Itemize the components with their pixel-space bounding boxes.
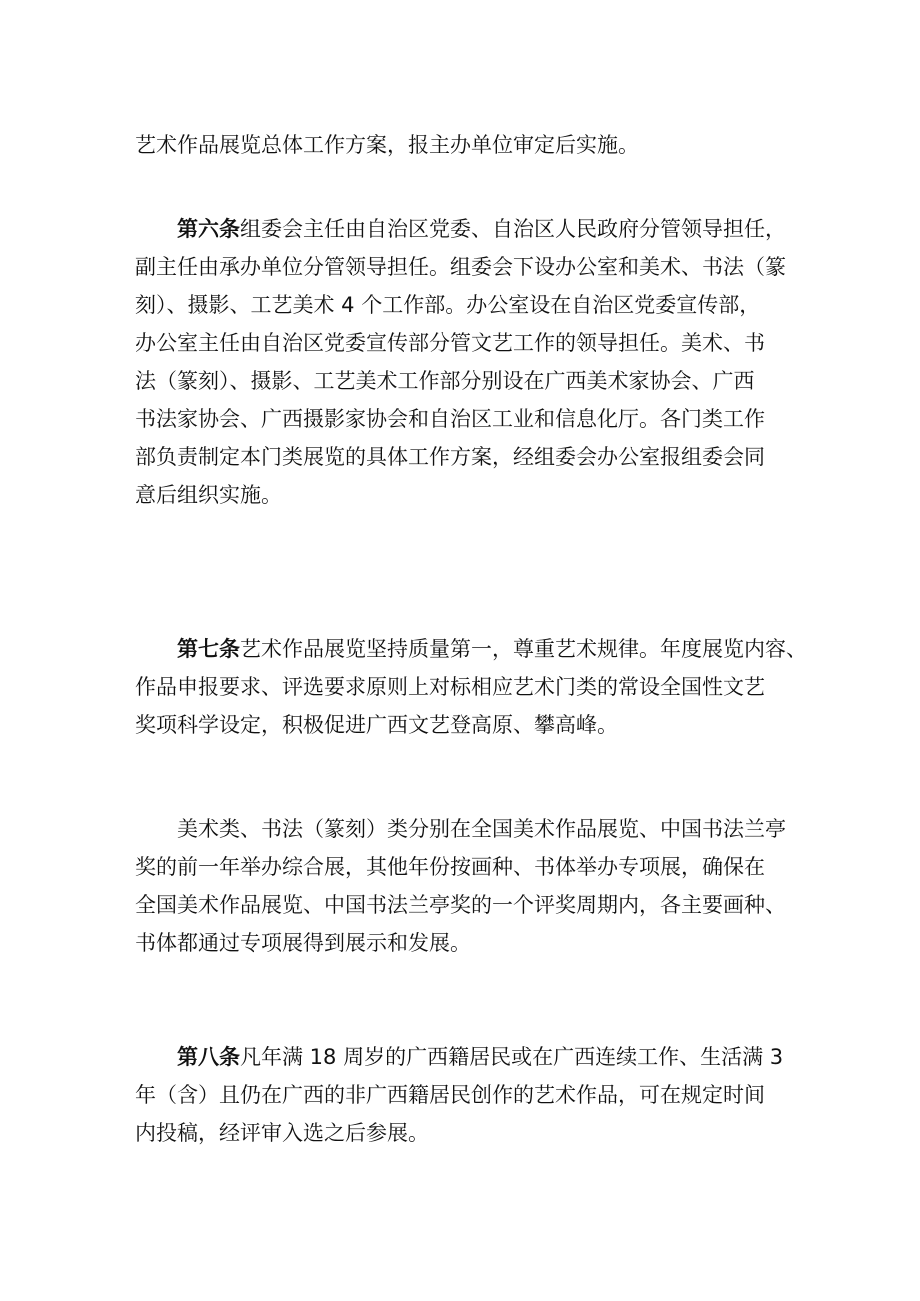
paragraph-line-text: 组委会主任由自治区党委、自治区人民政府分管领导担任， xyxy=(240,217,786,241)
paragraph-line: 艺术作品展览总体工作方案，报主办单位审定后实施。 xyxy=(135,133,639,157)
paragraph-first-line xyxy=(135,210,815,248)
paragraph-line: 书体都通过专项展得到展示和发展。 xyxy=(135,931,471,955)
paragraph-line: 办公室主任由自治区党委宣传部分管文艺工作的领导担任。美术、书 xyxy=(135,331,765,355)
paragraph-line: 内投稿，经评审入选之后参展。 xyxy=(135,1121,429,1145)
paragraph-article-7 xyxy=(135,630,815,744)
paragraph-line: 副主任由承办单位分管领导担任。组委会下设办公室和美术、书法（篆 xyxy=(135,255,786,279)
paragraph-line: 意后组织实施。 xyxy=(135,483,282,507)
article-label: 第八条 xyxy=(177,1045,240,1069)
paragraph-first-line xyxy=(135,1038,815,1076)
paragraph-line: 美术类、书法（篆刻）类分别在全国美术作品展览、中国书法兰亭 xyxy=(177,817,786,841)
paragraph-line: 法（篆刻）、摄影、工艺美术工作部分别设在广西美术家协会、广西 xyxy=(135,369,755,393)
paragraph-article-8 xyxy=(135,1038,815,1152)
paragraph-line-text: 凡年满 18 周岁的广西籍居民或在广西连续工作、生活满 3 xyxy=(240,1045,784,1069)
paragraph-continuation xyxy=(135,126,815,164)
paragraph-article-6 xyxy=(135,210,815,514)
article-label: 第七条 xyxy=(177,637,240,661)
paragraph-article-7-cont xyxy=(135,810,815,962)
paragraph-line: 奖项科学设定，积极促进广西文艺登高原、攀高峰。 xyxy=(135,713,618,737)
article-label: 第六条 xyxy=(177,217,240,241)
paragraph-line-text: 艺术作品展览坚持质量第一，尊重艺术规律。年度展览内容、 xyxy=(240,637,807,661)
paragraph-line: 作品申报要求、评选要求原则上对标相应艺术门类的常设全国性文艺 xyxy=(135,675,765,699)
paragraph-line: 刻）、摄影、工艺美术 4 个工作部。办公室设在自治区党委宣传部， xyxy=(135,293,761,317)
paragraph-line: 奖的前一年举办综合展，其他年份按画种、书体举办专项展，确保在 xyxy=(135,855,765,879)
paragraph-first-line xyxy=(135,630,815,668)
paragraph-line: 全国美术作品展览、中国书法兰亭奖的一个评奖周期内，各主要画种、 xyxy=(135,893,786,917)
paragraph-line: 书法家协会、广西摄影家协会和自治区工业和信息化厅。各门类工作 xyxy=(135,407,765,431)
paragraph-line: 年（含）且仍在广西的非广西籍居民创作的艺术作品，可在规定时间 xyxy=(135,1083,765,1107)
paragraph-line: 部负责制定本门类展览的具体工作方案，经组委会办公室报组委会同 xyxy=(135,445,765,469)
